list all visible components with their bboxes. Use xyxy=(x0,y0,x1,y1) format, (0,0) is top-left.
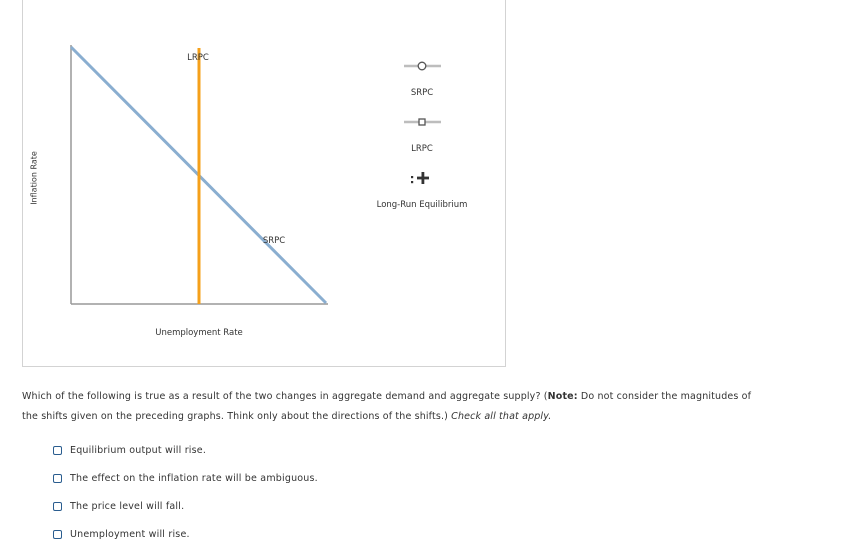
legend-lrpc-label: LRPC xyxy=(411,144,433,154)
checkbox[interactable] xyxy=(53,474,62,483)
option-equilibrium-output-rise[interactable] xyxy=(53,443,206,457)
checkbox[interactable] xyxy=(53,502,62,511)
checkbox[interactable] xyxy=(53,530,62,539)
option-inflation-ambiguous[interactable] xyxy=(53,471,318,485)
graph-panel xyxy=(22,0,506,367)
graph-canvas xyxy=(23,0,507,367)
option-price-level-fall[interactable] xyxy=(53,499,184,513)
question-instruction: Check all that apply. xyxy=(451,411,552,422)
legend-long-run-equilibrium-tool[interactable] xyxy=(411,172,429,184)
legend-srpc-label: SRPC xyxy=(410,88,434,98)
cross-marker-icon xyxy=(411,172,429,184)
option-label: The price level will fall. xyxy=(70,500,185,512)
x-axis-label: Unemployment Rate xyxy=(155,328,243,338)
option-unemployment-rise[interactable] xyxy=(53,527,190,541)
srpc-curve-label: SRPC xyxy=(262,236,286,246)
option-label: The effect on the inflation rate will be ambiguous. xyxy=(70,472,318,484)
lrpc-curve-label: LRPC xyxy=(187,53,209,63)
legend-lrpc-tool[interactable] xyxy=(404,119,441,125)
note-label: Note: xyxy=(547,391,578,402)
question-note-text: Do not consider the magnitudes of the shifts given on the preceding graphs. Think only about the directions of the shifts.) xyxy=(22,391,752,422)
legend-long-run-equilibrium-label: Long-Run Equilibrium xyxy=(376,200,468,210)
question-text xyxy=(22,387,762,427)
question-lead: Which of the following is true as a result of the two changes in aggregate demand and aggregate supply? ( xyxy=(22,391,548,402)
option-label: Unemployment will rise. xyxy=(70,528,190,540)
checkbox[interactable] xyxy=(53,446,62,455)
square-marker-icon xyxy=(419,119,425,125)
circle-marker-icon xyxy=(418,62,426,70)
option-label: Equilibrium output will rise. xyxy=(70,444,207,456)
y-axis-label: Inflation Rate xyxy=(29,151,39,205)
legend-srpc-tool[interactable] xyxy=(404,62,441,70)
